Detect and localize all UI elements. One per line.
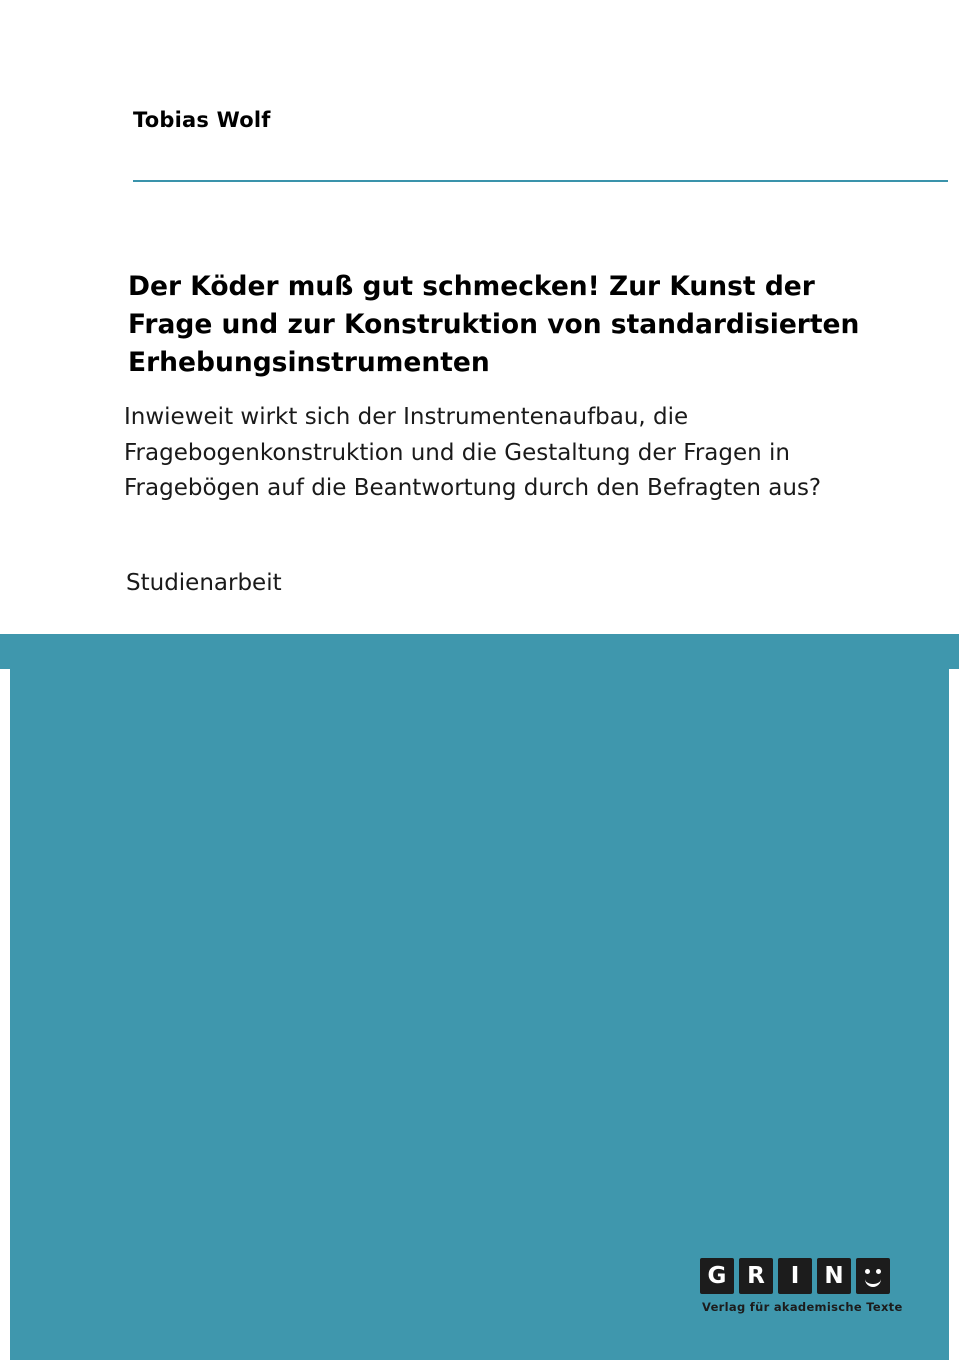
band-margin-right	[949, 669, 959, 1360]
logo-letters	[700, 1258, 905, 1294]
cover-color-band	[0, 634, 959, 1360]
author-name: Tobias Wolf	[133, 108, 271, 132]
logo-letter-r: R	[739, 1258, 773, 1294]
header-divider	[133, 180, 948, 182]
logo-letter-n: N	[817, 1258, 851, 1294]
smiley-icon	[856, 1258, 890, 1294]
publisher-caption: Verlag für akademische Texte	[702, 1300, 903, 1314]
logo-letter-i: I	[778, 1258, 812, 1294]
publisher-logo	[700, 1258, 905, 1314]
document-type: Studienarbeit	[126, 570, 282, 596]
cover-color-band-inner	[10, 669, 949, 1360]
page-title: Der Köder muß gut schmecken! Zur Kunst der Frage und zur Konstruktion von standardisierten Erhebungsinstrumenten	[128, 271, 860, 378]
logo-letter-g: G	[700, 1258, 734, 1294]
page-subtitle: Inwieweit wirkt sich der Instrumentenaufbau, die Fragebogenkonstruktion und die Gestaltung der Fragen in Fragebögen auf die Beantwortung durch den Befragten aus?	[124, 404, 822, 501]
band-margin-left	[0, 669, 10, 1360]
